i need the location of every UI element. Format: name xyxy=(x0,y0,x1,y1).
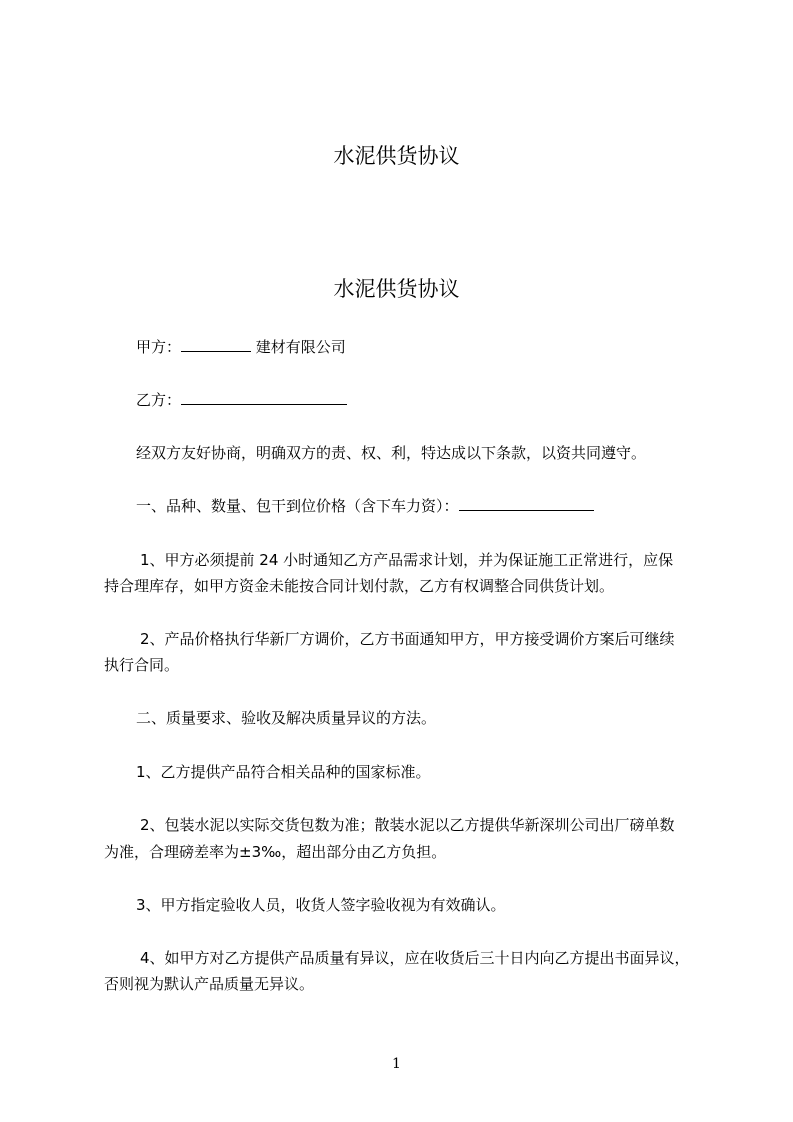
party-b-blank xyxy=(181,390,347,405)
s1-item1-line1: 1、甲方必须提前 24 小时通知乙方产品需求计划，并为保证施工正常进行，应保 xyxy=(140,551,674,569)
s2-item4-line1: 4、如甲方对乙方提供产品质量有异议，应在收货后三十日内向乙方提出书面异议， xyxy=(140,949,690,967)
s2-item3: 3、甲方指定验收人员，收货人签字验收视为有效确认。 xyxy=(136,896,506,914)
s1-item1-line2: 持合理库存，如甲方资金未能按合同计划付款，乙方有权调整合同供货计划。 xyxy=(104,577,615,595)
party-b-label: 乙方： xyxy=(136,391,182,409)
page-number: 1 xyxy=(392,1056,401,1072)
party-b-line xyxy=(136,390,347,410)
party-a-label: 甲方： xyxy=(136,338,182,356)
document-title: 水泥供货协议 xyxy=(333,277,460,301)
document-title-top: 水泥供货协议 xyxy=(333,144,460,168)
party-a-blank xyxy=(181,337,251,352)
s1-item2-line2: 执行合同。 xyxy=(104,656,180,674)
intro-paragraph: 经双方友好协商，明确双方的责、权、利，特达成以下条款，以资共同遵守。 xyxy=(136,444,647,462)
section1-blank xyxy=(459,496,594,511)
s1-item2-line1: 2、产品价格执行华新厂方调价，乙方书面通知甲方，甲方接受调价方案后可继续 xyxy=(140,630,675,648)
s2-item2-line2: 为准，合理磅差率为±3‰，超出部分由乙方负担。 xyxy=(104,843,447,861)
party-a-line xyxy=(136,337,346,357)
s2-item4-line2: 否则视为默认产品质量无异议。 xyxy=(104,975,315,993)
s2-item2-line1: 2、包装水泥以实际交货包数为准；散装水泥以乙方提供华新深圳公司出厂磅单数 xyxy=(140,816,675,834)
party-a-suffix: 建材有限公司 xyxy=(251,338,346,356)
section2-heading: 二、质量要求、验收及解决质量异议的方法。 xyxy=(136,709,437,727)
section1-heading-line xyxy=(136,496,594,516)
section1-heading: 一、品种、数量、包干到位价格（含下车力资）： xyxy=(136,497,459,515)
s2-item1: 1、乙方提供产品符合相关品种的国家标准。 xyxy=(136,763,431,781)
